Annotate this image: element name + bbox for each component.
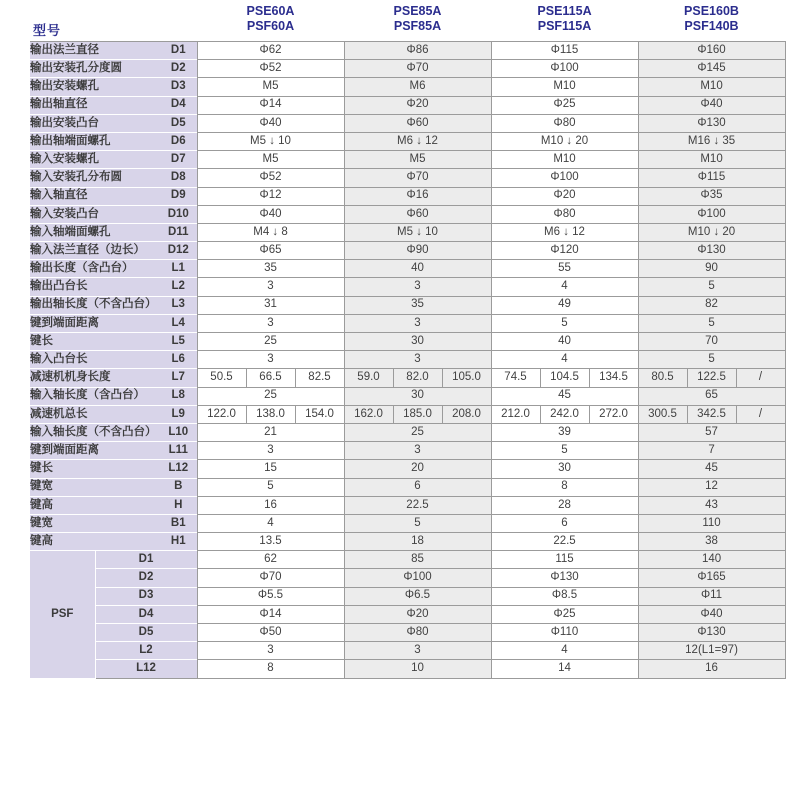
spec-row [30, 78, 785, 96]
row-label: 输出轴长度（不含凸台） [30, 296, 160, 314]
value-cell: Φ14 [197, 605, 344, 623]
row-label: 减速机总长 [30, 405, 160, 423]
value-cell: Φ70 [344, 169, 491, 187]
spec-row [30, 405, 785, 423]
spec-row [30, 60, 785, 78]
value-cell: 110 [638, 514, 785, 532]
row-code: L12 [160, 460, 197, 478]
value-cell: 39 [491, 423, 638, 441]
row-label: 减速机机身长度 [30, 369, 160, 387]
model-header-pse115a [491, 4, 638, 34]
row-code: D10 [160, 205, 197, 223]
value-subcell: 105.0 [442, 369, 491, 387]
row-label: 输出安装螺孔 [30, 78, 160, 96]
row-code: L10 [160, 423, 197, 441]
value-subcell: 242.0 [540, 405, 589, 423]
psf-row-code: D4 [95, 605, 197, 623]
psf-row-code: L12 [95, 660, 197, 678]
value-subcell: 80.5 [638, 369, 687, 387]
row-code: B1 [160, 514, 197, 532]
value-cell: M10 ↓ 20 [638, 223, 785, 241]
value-subcell: 122.5 [687, 369, 736, 387]
value-cell: M5 [344, 151, 491, 169]
value-cell: 5 [491, 442, 638, 460]
row-label: 键宽 [30, 478, 160, 496]
value-cell: Φ14 [197, 96, 344, 114]
value-cell: 3 [197, 351, 344, 369]
spec-row [30, 460, 785, 478]
row-label: 键到端面距离 [30, 314, 160, 332]
value-cell: 30 [344, 387, 491, 405]
value-subcell: 122.0 [197, 405, 246, 423]
spec-row [30, 533, 785, 551]
model-header-pse85a [344, 4, 491, 34]
row-code: D7 [160, 151, 197, 169]
spec-row [30, 333, 785, 351]
value-cell: Φ16 [344, 187, 491, 205]
value-cell: Φ70 [344, 60, 491, 78]
model-line1: PSE60A [246, 4, 295, 18]
value-cell: 82 [638, 296, 785, 314]
value-cell: 3 [197, 314, 344, 332]
row-label: 输入安装孔分布圆 [30, 169, 160, 187]
value-cell: 65 [638, 387, 785, 405]
value-cell: 85 [344, 551, 491, 569]
value-cell: Φ130 [491, 569, 638, 587]
row-code: L7 [160, 369, 197, 387]
value-cell: Φ130 [638, 242, 785, 260]
value-cell: Φ62 [197, 42, 344, 60]
model-line1: PSE115A [537, 4, 592, 18]
value-cell: 57 [638, 423, 785, 441]
spec-row [30, 314, 785, 332]
value-cell: 115 [491, 551, 638, 569]
psf-row [30, 624, 785, 642]
value-cell: Φ100 [491, 169, 638, 187]
value-cell: M6 ↓ 12 [344, 132, 491, 150]
value-cell: 3 [197, 642, 344, 660]
value-cell: M10 [638, 151, 785, 169]
value-cell: 12(L1=97) [638, 642, 785, 660]
value-cell: Φ160 [638, 42, 785, 60]
value-cell: 45 [638, 460, 785, 478]
value-cell: 5 [638, 351, 785, 369]
spec-row [30, 478, 785, 496]
value-subcell: 212.0 [491, 405, 540, 423]
row-code: L2 [160, 278, 197, 296]
value-cell: 3 [344, 642, 491, 660]
value-cell: 40 [491, 333, 638, 351]
model-line1: PSE160B [684, 4, 739, 18]
psf-row-code: L2 [95, 642, 197, 660]
value-cell: Φ50 [197, 624, 344, 642]
value-subcell: 82.5 [295, 369, 344, 387]
spec-row [30, 423, 785, 441]
row-label: 键高 [30, 533, 160, 551]
value-cell: 4 [491, 351, 638, 369]
row-code: D4 [160, 96, 197, 114]
row-label: 输入轴直径 [30, 187, 160, 205]
spec-row [30, 96, 785, 114]
spec-row [30, 496, 785, 514]
value-cell: 3 [344, 442, 491, 460]
value-cell: M10 [638, 78, 785, 96]
value-cell: Φ130 [638, 624, 785, 642]
value-cell: 62 [197, 551, 344, 569]
value-cell: 3 [344, 351, 491, 369]
spec-row [30, 114, 785, 132]
value-cell: Φ35 [638, 187, 785, 205]
spec-row [30, 278, 785, 296]
row-label: 键长 [30, 333, 160, 351]
value-cell: 7 [638, 442, 785, 460]
value-cell: 90 [638, 260, 785, 278]
spec-row [30, 169, 785, 187]
value-cell: Φ5.5 [197, 587, 344, 605]
psf-row [30, 660, 785, 678]
row-label: 输出安装孔分度圆 [30, 60, 160, 78]
row-code: L11 [160, 442, 197, 460]
value-cell: M10 ↓ 20 [491, 132, 638, 150]
value-cell: M6 [344, 78, 491, 96]
value-subcell: 74.5 [491, 369, 540, 387]
value-subcell: 138.0 [246, 405, 295, 423]
spec-row [30, 260, 785, 278]
model-header-pse160b [638, 4, 785, 34]
row-label: 输入轴长度（含凸台） [30, 387, 160, 405]
value-cell: 25 [344, 423, 491, 441]
value-cell: Φ120 [491, 242, 638, 260]
row-code: D8 [160, 169, 197, 187]
spec-table-body [30, 42, 785, 679]
value-cell: 28 [491, 496, 638, 514]
value-cell: Φ6.5 [344, 587, 491, 605]
row-code: L9 [160, 405, 197, 423]
value-cell: Φ20 [344, 605, 491, 623]
model-column-title: 型号 [33, 23, 62, 38]
value-subcell: 134.5 [589, 369, 638, 387]
value-cell: 6 [491, 514, 638, 532]
value-cell: Φ20 [491, 187, 638, 205]
value-subcell: 82.0 [393, 369, 442, 387]
value-cell: Φ52 [197, 60, 344, 78]
psf-row-code: D1 [95, 551, 197, 569]
model-line2: PSF115A [537, 19, 592, 33]
value-cell: M4 ↓ 8 [197, 223, 344, 241]
value-subcell: 50.5 [197, 369, 246, 387]
value-cell: Φ60 [344, 205, 491, 223]
value-cell: 38 [638, 533, 785, 551]
value-cell: 49 [491, 296, 638, 314]
value-cell: Φ115 [491, 42, 638, 60]
value-cell: 25 [197, 387, 344, 405]
spec-row [30, 223, 785, 241]
row-label: 键长 [30, 460, 160, 478]
value-subcell: 104.5 [540, 369, 589, 387]
spec-row [30, 387, 785, 405]
value-cell: Φ100 [344, 569, 491, 587]
psf-row [30, 642, 785, 660]
value-subcell: 185.0 [393, 405, 442, 423]
value-cell: M10 [491, 78, 638, 96]
model-line2: PSF140B [684, 19, 739, 33]
value-cell: 12 [638, 478, 785, 496]
spec-row [30, 187, 785, 205]
value-subcell: / [736, 405, 785, 423]
row-label: 键到端面距离 [30, 442, 160, 460]
row-label: 输入轴端面螺孔 [30, 223, 160, 241]
row-code: H [160, 496, 197, 514]
value-cell: Φ80 [344, 624, 491, 642]
value-cell: Φ8.5 [491, 587, 638, 605]
value-cell: 8 [197, 660, 344, 678]
value-cell: 20 [344, 460, 491, 478]
value-cell: M10 [491, 151, 638, 169]
value-cell: 40 [344, 260, 491, 278]
row-code: B [160, 478, 197, 496]
value-cell: M6 ↓ 12 [491, 223, 638, 241]
spec-table [30, 41, 786, 679]
value-cell: 43 [638, 496, 785, 514]
psf-section-label: PSF [30, 551, 95, 678]
value-cell: Φ25 [491, 605, 638, 623]
value-cell: M5 ↓ 10 [344, 223, 491, 241]
model-line1: PSE85A [393, 4, 442, 18]
value-cell: 140 [638, 551, 785, 569]
spec-row [30, 205, 785, 223]
value-cell: Φ145 [638, 60, 785, 78]
row-label: 输入安装螺孔 [30, 151, 160, 169]
spec-row [30, 42, 785, 60]
value-cell: 14 [491, 660, 638, 678]
row-label: 键高 [30, 496, 160, 514]
value-cell: Φ40 [197, 205, 344, 223]
value-cell: 18 [344, 533, 491, 551]
value-cell: 16 [197, 496, 344, 514]
value-cell: Φ40 [197, 114, 344, 132]
value-cell: Φ70 [197, 569, 344, 587]
psf-row [30, 551, 785, 569]
value-cell: Φ40 [638, 96, 785, 114]
value-cell: 3 [344, 278, 491, 296]
model-line2: PSF60A [246, 19, 295, 33]
row-code: L3 [160, 296, 197, 314]
row-label: 输入法兰直径（边长） [30, 242, 160, 260]
row-label: 键宽 [30, 514, 160, 532]
row-code: D9 [160, 187, 197, 205]
row-code: L8 [160, 387, 197, 405]
value-cell: 5 [344, 514, 491, 532]
value-subcell: 59.0 [344, 369, 393, 387]
row-code: L4 [160, 314, 197, 332]
value-cell: Φ165 [638, 569, 785, 587]
model-line2: PSF85A [393, 19, 442, 33]
row-code: L1 [160, 260, 197, 278]
value-cell: M16 ↓ 35 [638, 132, 785, 150]
value-cell: Φ115 [638, 169, 785, 187]
spec-row [30, 351, 785, 369]
spec-row [30, 296, 785, 314]
value-cell: 3 [197, 278, 344, 296]
value-subcell: 208.0 [442, 405, 491, 423]
value-cell: 4 [197, 514, 344, 532]
value-cell: 3 [197, 442, 344, 460]
row-label: 输出轴端面螺孔 [30, 132, 160, 150]
spec-row [30, 242, 785, 260]
row-label: 输出长度（含凸台） [30, 260, 160, 278]
value-cell: Φ12 [197, 187, 344, 205]
row-code: D12 [160, 242, 197, 260]
value-cell: Φ52 [197, 169, 344, 187]
value-cell: 31 [197, 296, 344, 314]
psf-row-code: D3 [95, 587, 197, 605]
value-cell: 4 [491, 642, 638, 660]
value-cell: Φ25 [491, 96, 638, 114]
value-cell: 30 [491, 460, 638, 478]
psf-row [30, 605, 785, 623]
row-code: D5 [160, 114, 197, 132]
value-cell: 8 [491, 478, 638, 496]
value-cell: Φ100 [491, 60, 638, 78]
psf-row [30, 587, 785, 605]
value-cell: 5 [638, 278, 785, 296]
value-subcell: 272.0 [589, 405, 638, 423]
value-cell: Φ40 [638, 605, 785, 623]
table-header [30, 4, 785, 41]
row-label: 输出凸台长 [30, 278, 160, 296]
spec-row [30, 132, 785, 150]
value-subcell: / [736, 369, 785, 387]
value-subcell: 162.0 [344, 405, 393, 423]
value-cell: 45 [491, 387, 638, 405]
value-cell: Φ60 [344, 114, 491, 132]
value-cell: 22.5 [344, 496, 491, 514]
value-cell: 10 [344, 660, 491, 678]
psf-row-code: D2 [95, 569, 197, 587]
row-label: 输出轴直径 [30, 96, 160, 114]
psf-row [30, 569, 785, 587]
value-cell: 22.5 [491, 533, 638, 551]
psf-row-code: D5 [95, 624, 197, 642]
value-cell: 55 [491, 260, 638, 278]
value-subcell: 154.0 [295, 405, 344, 423]
value-cell: M5 [197, 78, 344, 96]
spec-row [30, 442, 785, 460]
value-cell: Φ86 [344, 42, 491, 60]
row-code: D6 [160, 132, 197, 150]
value-cell: Φ130 [638, 114, 785, 132]
value-cell: 5 [638, 314, 785, 332]
value-cell: 30 [344, 333, 491, 351]
value-subcell: 342.5 [687, 405, 736, 423]
value-cell: Φ80 [491, 205, 638, 223]
value-cell: Φ110 [491, 624, 638, 642]
value-cell: Φ80 [491, 114, 638, 132]
value-cell: 15 [197, 460, 344, 478]
value-cell: 13.5 [197, 533, 344, 551]
value-cell: 35 [344, 296, 491, 314]
value-cell: 70 [638, 333, 785, 351]
value-cell: 3 [344, 314, 491, 332]
value-cell: 25 [197, 333, 344, 351]
value-subcell: 66.5 [246, 369, 295, 387]
row-label: 输入轴长度（不含凸台） [30, 423, 160, 441]
value-cell: 21 [197, 423, 344, 441]
value-cell: 4 [491, 278, 638, 296]
row-code: D1 [160, 42, 197, 60]
row-label: 输出法兰直径 [30, 42, 160, 60]
value-cell: 35 [197, 260, 344, 278]
row-code: H1 [160, 533, 197, 551]
value-cell: Φ11 [638, 587, 785, 605]
value-cell: Φ65 [197, 242, 344, 260]
row-code: D3 [160, 78, 197, 96]
row-label: 输出安装凸台 [30, 114, 160, 132]
row-label: 输入安装凸台 [30, 205, 160, 223]
row-label: 输入凸台长 [30, 351, 160, 369]
value-subcell: 300.5 [638, 405, 687, 423]
spec-row [30, 514, 785, 532]
value-cell: Φ100 [638, 205, 785, 223]
value-cell: 5 [197, 478, 344, 496]
spec-row [30, 151, 785, 169]
value-cell: Φ20 [344, 96, 491, 114]
value-cell: 16 [638, 660, 785, 678]
spec-row [30, 369, 785, 387]
value-cell: Φ90 [344, 242, 491, 260]
row-code: D11 [160, 223, 197, 241]
value-cell: 5 [491, 314, 638, 332]
model-header-pse60a [197, 4, 344, 34]
value-cell: M5 [197, 151, 344, 169]
value-cell: M5 ↓ 10 [197, 132, 344, 150]
row-code: D2 [160, 60, 197, 78]
row-code: L6 [160, 351, 197, 369]
value-cell: 6 [344, 478, 491, 496]
row-code: L5 [160, 333, 197, 351]
